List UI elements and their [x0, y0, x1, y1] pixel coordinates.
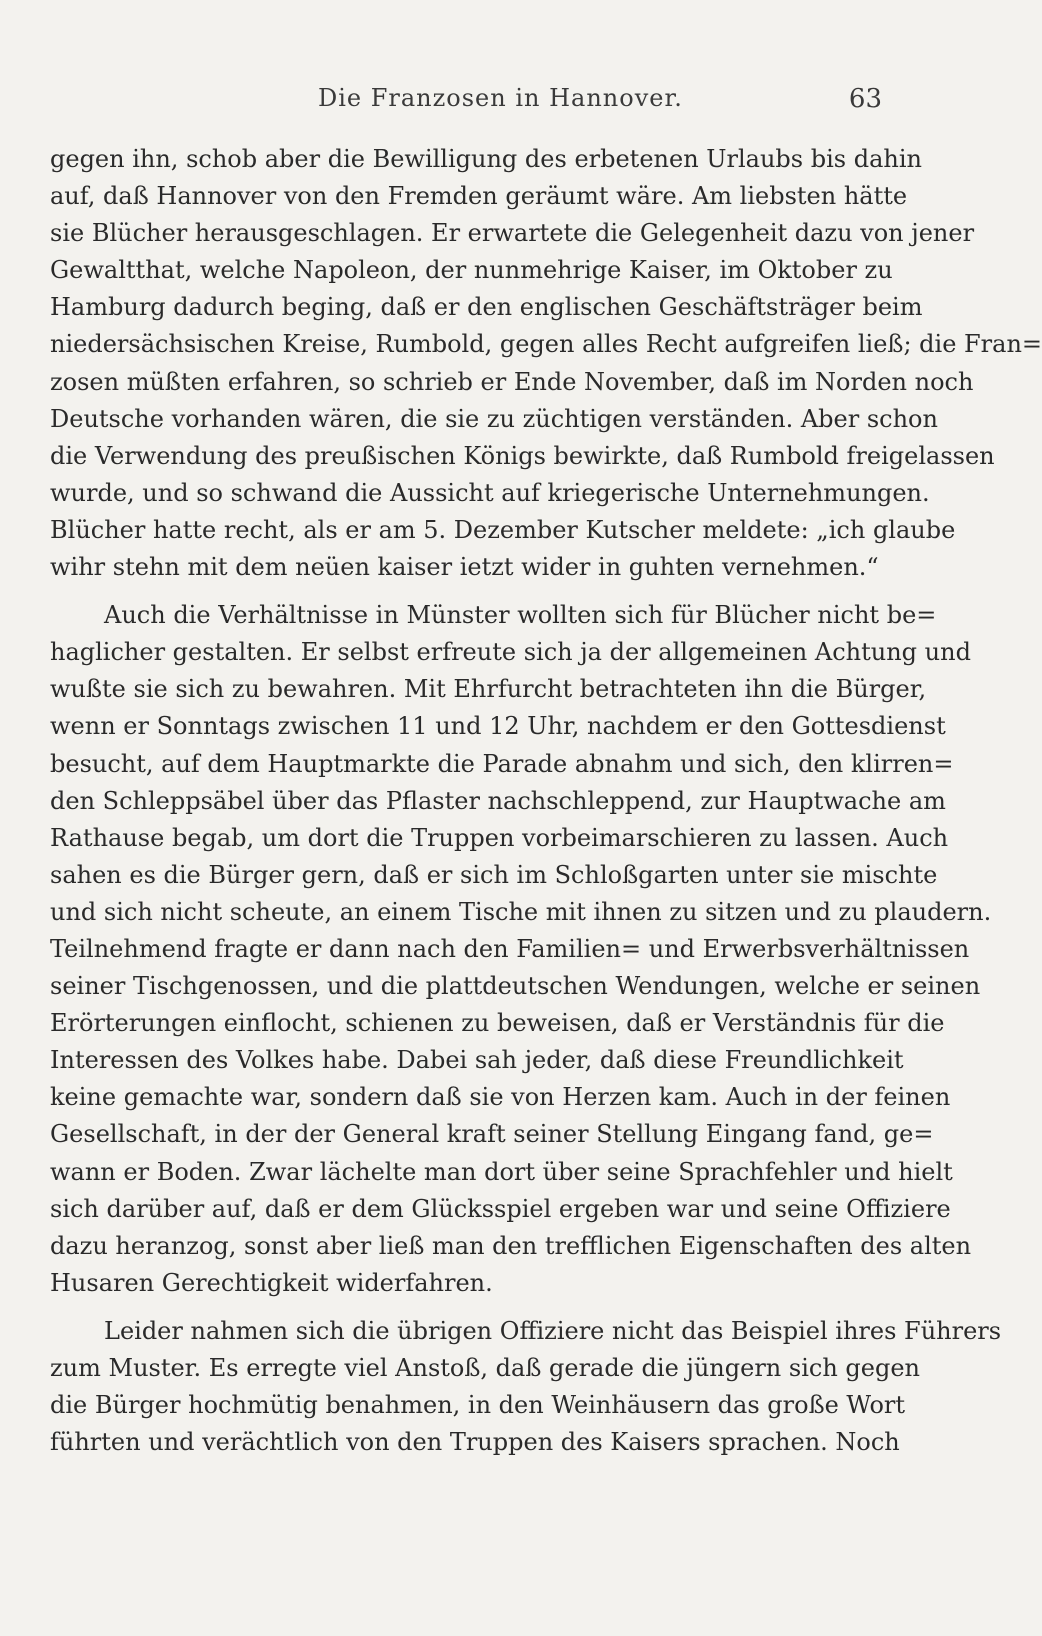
- text-line: sich darüber auf, daß er dem Glücksspiel ergeben war und seine Offiziere: [50, 1194, 951, 1223]
- text-line: gegen ihn, schob aber die Bewilligung des erbetenen Urlaubs bis dahin: [50, 145, 922, 173]
- running-head: [0, 84, 1000, 124]
- text-line: sahen es die Bürger gern, daß er sich im Schloßgarten unter sie mischte: [50, 860, 938, 889]
- text-line: auf, daß Hannover von den Fremden geräumt wäre. Am liebsten hätte: [50, 182, 908, 211]
- text-line: Gewaltthat, welche Napoleon, der nunmehrige Kaiser, im Oktober zu: [50, 256, 893, 285]
- text-line: wenn er Sonntags zwischen 11 und 12 Uhr, nachdem er den Gottesdienst: [50, 712, 946, 741]
- text-line: keine gemachte war, sondern daß sie von Herzen kam. Auch in der feinen: [50, 1083, 951, 1112]
- body-text: [50, 141, 1042, 1461]
- text-line: dazu heranzog, sonst aber ließ man den trefflichen Eigenschaften des alten: [50, 1231, 972, 1260]
- text-line: Gesellschaft, in der der General kraft seiner Stellung Eingang fand, ge=: [50, 1120, 934, 1149]
- text-line: besucht, auf dem Hauptmarkte die Parade abnahm und sich, den klirren=: [50, 749, 954, 778]
- text-line: die Verwendung des preußischen Königs bewirkte, daß Rumbold freigelassen: [50, 441, 995, 470]
- text-line: und sich nicht scheute, an einem Tische mit ihnen zu sitzen und zu plaudern.: [50, 897, 992, 926]
- text-line: haglicher gestalten. Er selbst erfreute sich ja der allgemeinen Achtung und: [50, 638, 971, 667]
- paragraph: [50, 141, 1042, 586]
- text-line: Hamburg dadurch beging, daß er den englischen Geschäftsträger beim: [50, 293, 923, 322]
- text-line: sie Blücher herausgeschlagen. Er erwartete die Gelegenheit dazu von jener: [50, 219, 975, 248]
- paragraph: [50, 597, 992, 1302]
- page-number: 63: [848, 84, 882, 114]
- text-line: die Bürger hochmütig benahmen, in den Weinhäusern das große Wort: [50, 1391, 906, 1420]
- text-line: seiner Tischgenossen, und die plattdeutschen Wendungen, welche er seinen: [50, 972, 981, 1001]
- running-head-title: Die Franzosen in Hannover.: [318, 84, 683, 112]
- text-line: niedersächsischen Kreise, Rumbold, gegen alles Recht aufgreifen ließ; die Fran=: [50, 330, 1042, 359]
- paragraph: [50, 1313, 1002, 1461]
- text-line: wann er Boden. Zwar lächelte man dort über seine Sprachfehler und hielt: [50, 1157, 953, 1186]
- text-line: zosen müßten erfahren, so schrieb er Ende November, daß im Norden noch: [50, 367, 974, 396]
- text-line: wurde, und so schwand die Aussicht auf kriegerische Unternehmungen.: [50, 478, 930, 507]
- text-line: zum Muster. Es erregte viel Anstoß, daß gerade die jüngern sich gegen: [50, 1354, 920, 1382]
- text-line: Leider nahmen sich die übrigen Offiziere nicht das Beispiel ihres Führers: [104, 1316, 1002, 1345]
- text-line: Erörterungen einflocht, schienen zu beweisen, daß er Verständnis für die: [50, 1009, 945, 1038]
- text-line: Blücher hatte recht, als er am 5. Dezember Kutscher meldete: „ich glaube: [50, 515, 956, 544]
- text-line: wußte sie sich zu bewahren. Mit Ehrfurcht betrachteten ihn die Bürger,: [50, 675, 927, 704]
- text-line: Auch die Verhältnisse in Münster wollten sich für Blücher nicht be=: [104, 601, 937, 630]
- text-line: den Schleppsäbel über das Pflaster nachschleppend, zur Hauptwache am: [50, 786, 946, 815]
- text-line: Rathause begab, um dort die Truppen vorbeimarschieren zu lassen. Auch: [50, 823, 949, 852]
- text-line: Deutsche vorhanden wären, die sie zu züchtigen verständen. Aber schon: [50, 404, 938, 433]
- text-line: wihr stehn mit dem neüen kaiser ietzt wider in guhten vernehmen.“: [50, 553, 879, 582]
- text-line: Husaren Gerechtigkeit widerfahren.: [50, 1268, 493, 1297]
- text-line: führten und verächtlich von den Truppen des Kaisers sprachen. Noch: [50, 1428, 900, 1457]
- text-line: Teilnehmend fragte er dann nach den Familien= und Erwerbsverhältnissen: [50, 934, 970, 963]
- text-line: Interessen des Volkes habe. Dabei sah jeder, daß diese Freundlichkeit: [50, 1046, 904, 1075]
